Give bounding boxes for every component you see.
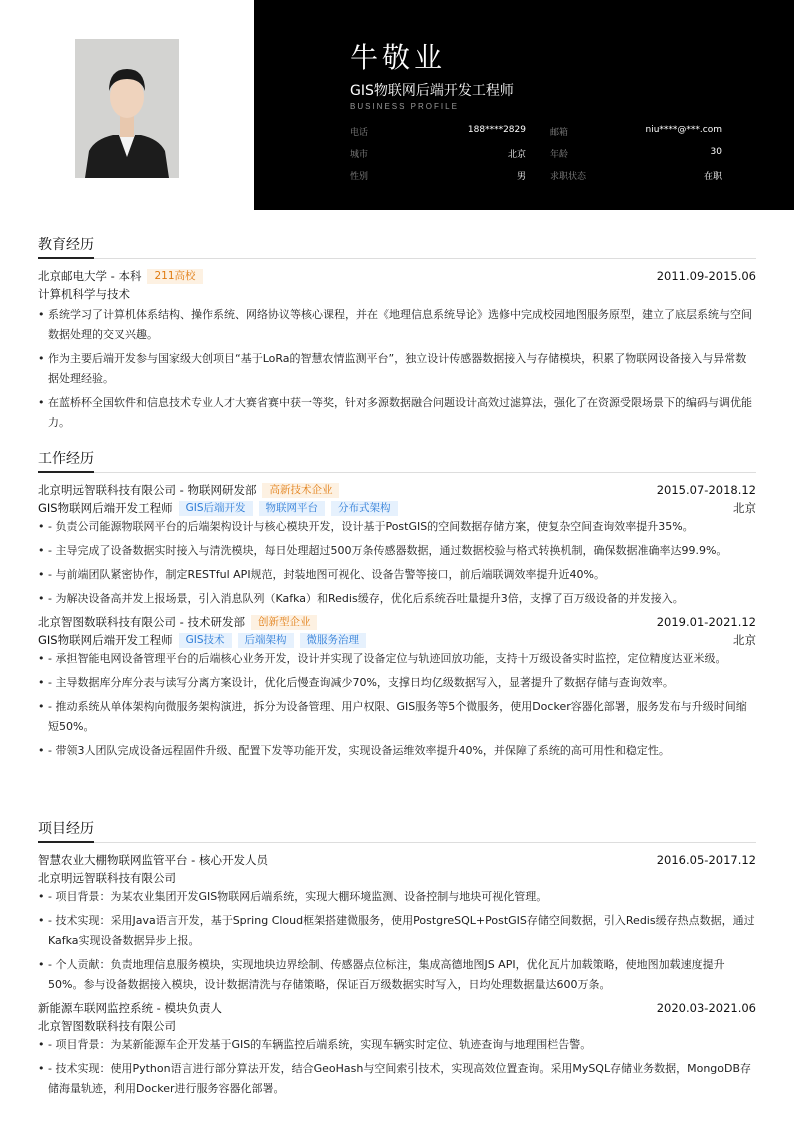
info-age [536, 147, 722, 160]
info-job-status [536, 169, 722, 182]
list-item: • - 主导数据库分库分表与读写分离方案设计，优化后慢查询减少70%，支撑日均亿级数据写入，显著提升了数据存储与查询效率。 [38, 673, 756, 693]
info-label: 性别 [350, 171, 369, 182]
job-role: GIS物联网后端开发工程师 [38, 501, 173, 515]
project-name: 智慧农业大棚物联网监管平台 - 核心开发人员 [38, 853, 268, 867]
skill-tag: GIS后端开发 [179, 501, 253, 516]
list-item: • - 推动系统从单体架构向微服务架构演进，拆分为设备管理、用户权限、GIS服务等5个微服务，使用Docker容器化部署，服务发布与升级时间缩短50%。 [38, 697, 756, 737]
list-item: • - 技术实现：使用Python语言进行部分算法开发，结合GeoHash与空间索引技术，实现高效位置查询。采用MySQL存储业务数据，MongoDB存储海量轨迹，利用Docker进行服务容器化部署。 [38, 1059, 756, 1099]
skill-tag: 微服务治理 [300, 633, 367, 648]
job-role-wrap [38, 499, 398, 517]
info-label: 城市 [350, 149, 369, 160]
project-company: 北京明远智联科技有限公司 [38, 871, 176, 885]
list-item: • - 带领3人团队完成设备远程固件升级、配置下发等功能开发，实现设备运维效率提升40%，并保障了系统的高可用性和稳定性。 [38, 741, 756, 761]
info-label: 电话 [350, 127, 369, 138]
skill-tag: 后端架构 [238, 633, 294, 648]
job-company-wrap [38, 613, 317, 631]
education-header [38, 267, 756, 285]
project-date: 2020.03-2021.06 [656, 1001, 756, 1015]
info-city [350, 147, 536, 160]
profile-photo [75, 39, 179, 178]
education-major-row [38, 285, 756, 303]
job-title: GIS物联网后端开发工程师 [350, 83, 514, 99]
project-company: 北京智图数联科技有限公司 [38, 1019, 176, 1033]
project-bullets [38, 1035, 756, 1099]
info-label: 邮箱 [550, 127, 569, 138]
list-item: • - 负责公司能源物联网平台的后端架构设计与核心模块开发，设计基于PostGIS的空间数据存储方案，使复杂空间查询效率提升35%。 [38, 517, 756, 537]
info-value: 北京 [507, 149, 526, 160]
info-value: niu****@***.com [645, 124, 722, 135]
list-item: • - 项目背景：为某农业集团开发GIS物联网后端系统，实现大棚环境监测、设备控制与地块可视化管理。 [38, 887, 756, 907]
info-phone [350, 125, 536, 138]
project-header [38, 999, 756, 1017]
project-company-row [38, 869, 756, 887]
contact-info [350, 120, 722, 186]
section-title: 教育经历 [38, 234, 756, 259]
education-school-wrap [38, 267, 203, 285]
job-header [38, 481, 756, 499]
list-item: • - 承担智能电网设备管理平台的后端核心业务开发，设计并实现了设备定位与轨迹回放功能，支持十万级设备实时监控，定位精度达亚米级。 [38, 649, 756, 669]
project-company-row [38, 1017, 756, 1035]
work-section [38, 448, 756, 765]
person-portrait-icon [75, 39, 179, 178]
company-tag: 高新技术企业 [262, 483, 339, 498]
skill-tag: GIS技术 [179, 633, 232, 648]
job-city: 北京 [733, 501, 756, 515]
info-row [350, 142, 722, 164]
list-item: • - 主导完成了设备数据实时接入与清洗模块，每日处理超过500万条传感器数据，通过数据校验与格式转换机制，确保数据准确率达99.9%。 [38, 541, 756, 561]
job-header [38, 613, 756, 631]
company-tag: 创新型企业 [251, 615, 318, 630]
education-date: 2011.09-2015.06 [656, 269, 756, 283]
company-name: 北京智图数联科技有限公司 - 技术研发部 [38, 615, 245, 629]
list-item: • 在蓝桥杯全国软件和信息技术专业人才大赛省赛中获一等奖，针对多源数据融合问题设计高效过滤算法，强化了在资源受限场景下的编码与调优能力。 [38, 393, 756, 433]
school-name: 北京邮电大学 - 本科 [38, 269, 142, 283]
job-date: 2015.07-2018.12 [656, 483, 756, 497]
education-bullets [38, 305, 756, 433]
project-date: 2016.05-2017.12 [656, 853, 756, 867]
profile-subtitle: BUSINESS PROFILE [350, 102, 459, 111]
job-role-row [38, 499, 756, 517]
project-header [38, 851, 756, 869]
list-item: • - 技术实现：采用Java语言开发，基于Spring Cloud框架搭建微服务，使用PostgreSQL+PostGIS存储空间数据，引入Redis缓存热点数据，通过Kafka实现设备数据异步上报。 [38, 911, 756, 951]
list-item: • 系统学习了计算机体系结构、操作系统、网络协议等核心课程，并在《地理信息系统导论》选修中完成校园地图服务原型，建立了底层系统与空间数据处理的交叉兴趣。 [38, 305, 756, 345]
list-item: • 作为主要后端开发参与国家级大创项目“基于LoRa的智慧农情监测平台”，独立设计传感器数据接入与存储模块，积累了物联网设备接入与异常数据处理经验。 [38, 349, 756, 389]
education-section [38, 234, 756, 437]
info-value: 188****2829 [467, 124, 526, 135]
job-company-wrap [38, 481, 339, 499]
projects-section [38, 818, 756, 1103]
info-value: 30 [710, 146, 722, 157]
list-item: • - 与前端团队紧密协作，制定RESTful API规范，封装地图可视化、设备告警等接口，前后端联调效率提升近40%。 [38, 565, 756, 585]
info-row [350, 120, 722, 142]
skill-tag: 分布式架构 [331, 501, 398, 516]
list-item: • - 个人贡献：负责地理信息服务模块，实现地块边界绘制、传感器点位标注，集成高德地图JS API，优化瓦片加载策略，使地图加载速度提升50%。参与设备数据接入模块，设计数据清洗与存储策略，保证百万级数据实时写入，日均处理数据量达600万条。 [38, 955, 756, 995]
info-label: 年龄 [550, 149, 569, 160]
job-bullets [38, 517, 756, 609]
candidate-name: 牛敬业 [350, 41, 447, 74]
company-name: 北京明远智联科技有限公司 - 物联网研发部 [38, 483, 257, 497]
info-gender [350, 169, 536, 182]
job-role-row [38, 631, 756, 649]
school-tag: 211高校 [147, 269, 202, 284]
info-label: 求职状态 [550, 171, 587, 182]
info-value: 男 [516, 171, 526, 182]
info-email [536, 125, 722, 138]
section-title: 项目经历 [38, 818, 756, 843]
job-bullets [38, 649, 756, 761]
info-value: 在职 [703, 171, 722, 182]
section-title: 工作经历 [38, 448, 756, 473]
job-role: GIS物联网后端开发工程师 [38, 633, 173, 647]
info-row [350, 164, 722, 186]
job-city: 北京 [733, 633, 756, 647]
list-item: • - 项目背景：为某新能源车企开发基于GIS的车辆监控后端系统，实现车辆实时定位、轨迹查询与地理围栏告警。 [38, 1035, 756, 1055]
project-name: 新能源车联网监控系统 - 模块负责人 [38, 1001, 222, 1015]
job-date: 2019.01-2021.12 [656, 615, 756, 629]
major: 计算机科学与技术 [38, 287, 130, 301]
job-role-wrap [38, 631, 366, 649]
header-panel [254, 0, 794, 210]
list-item: • - 为解决设备高并发上报场景，引入消息队列（Kafka）和Redis缓存，优化后系统吞吐量提升3倍，支撑了百万级设备的并发接入。 [38, 589, 756, 609]
skill-tag: 物联网平台 [259, 501, 326, 516]
project-bullets [38, 887, 756, 995]
